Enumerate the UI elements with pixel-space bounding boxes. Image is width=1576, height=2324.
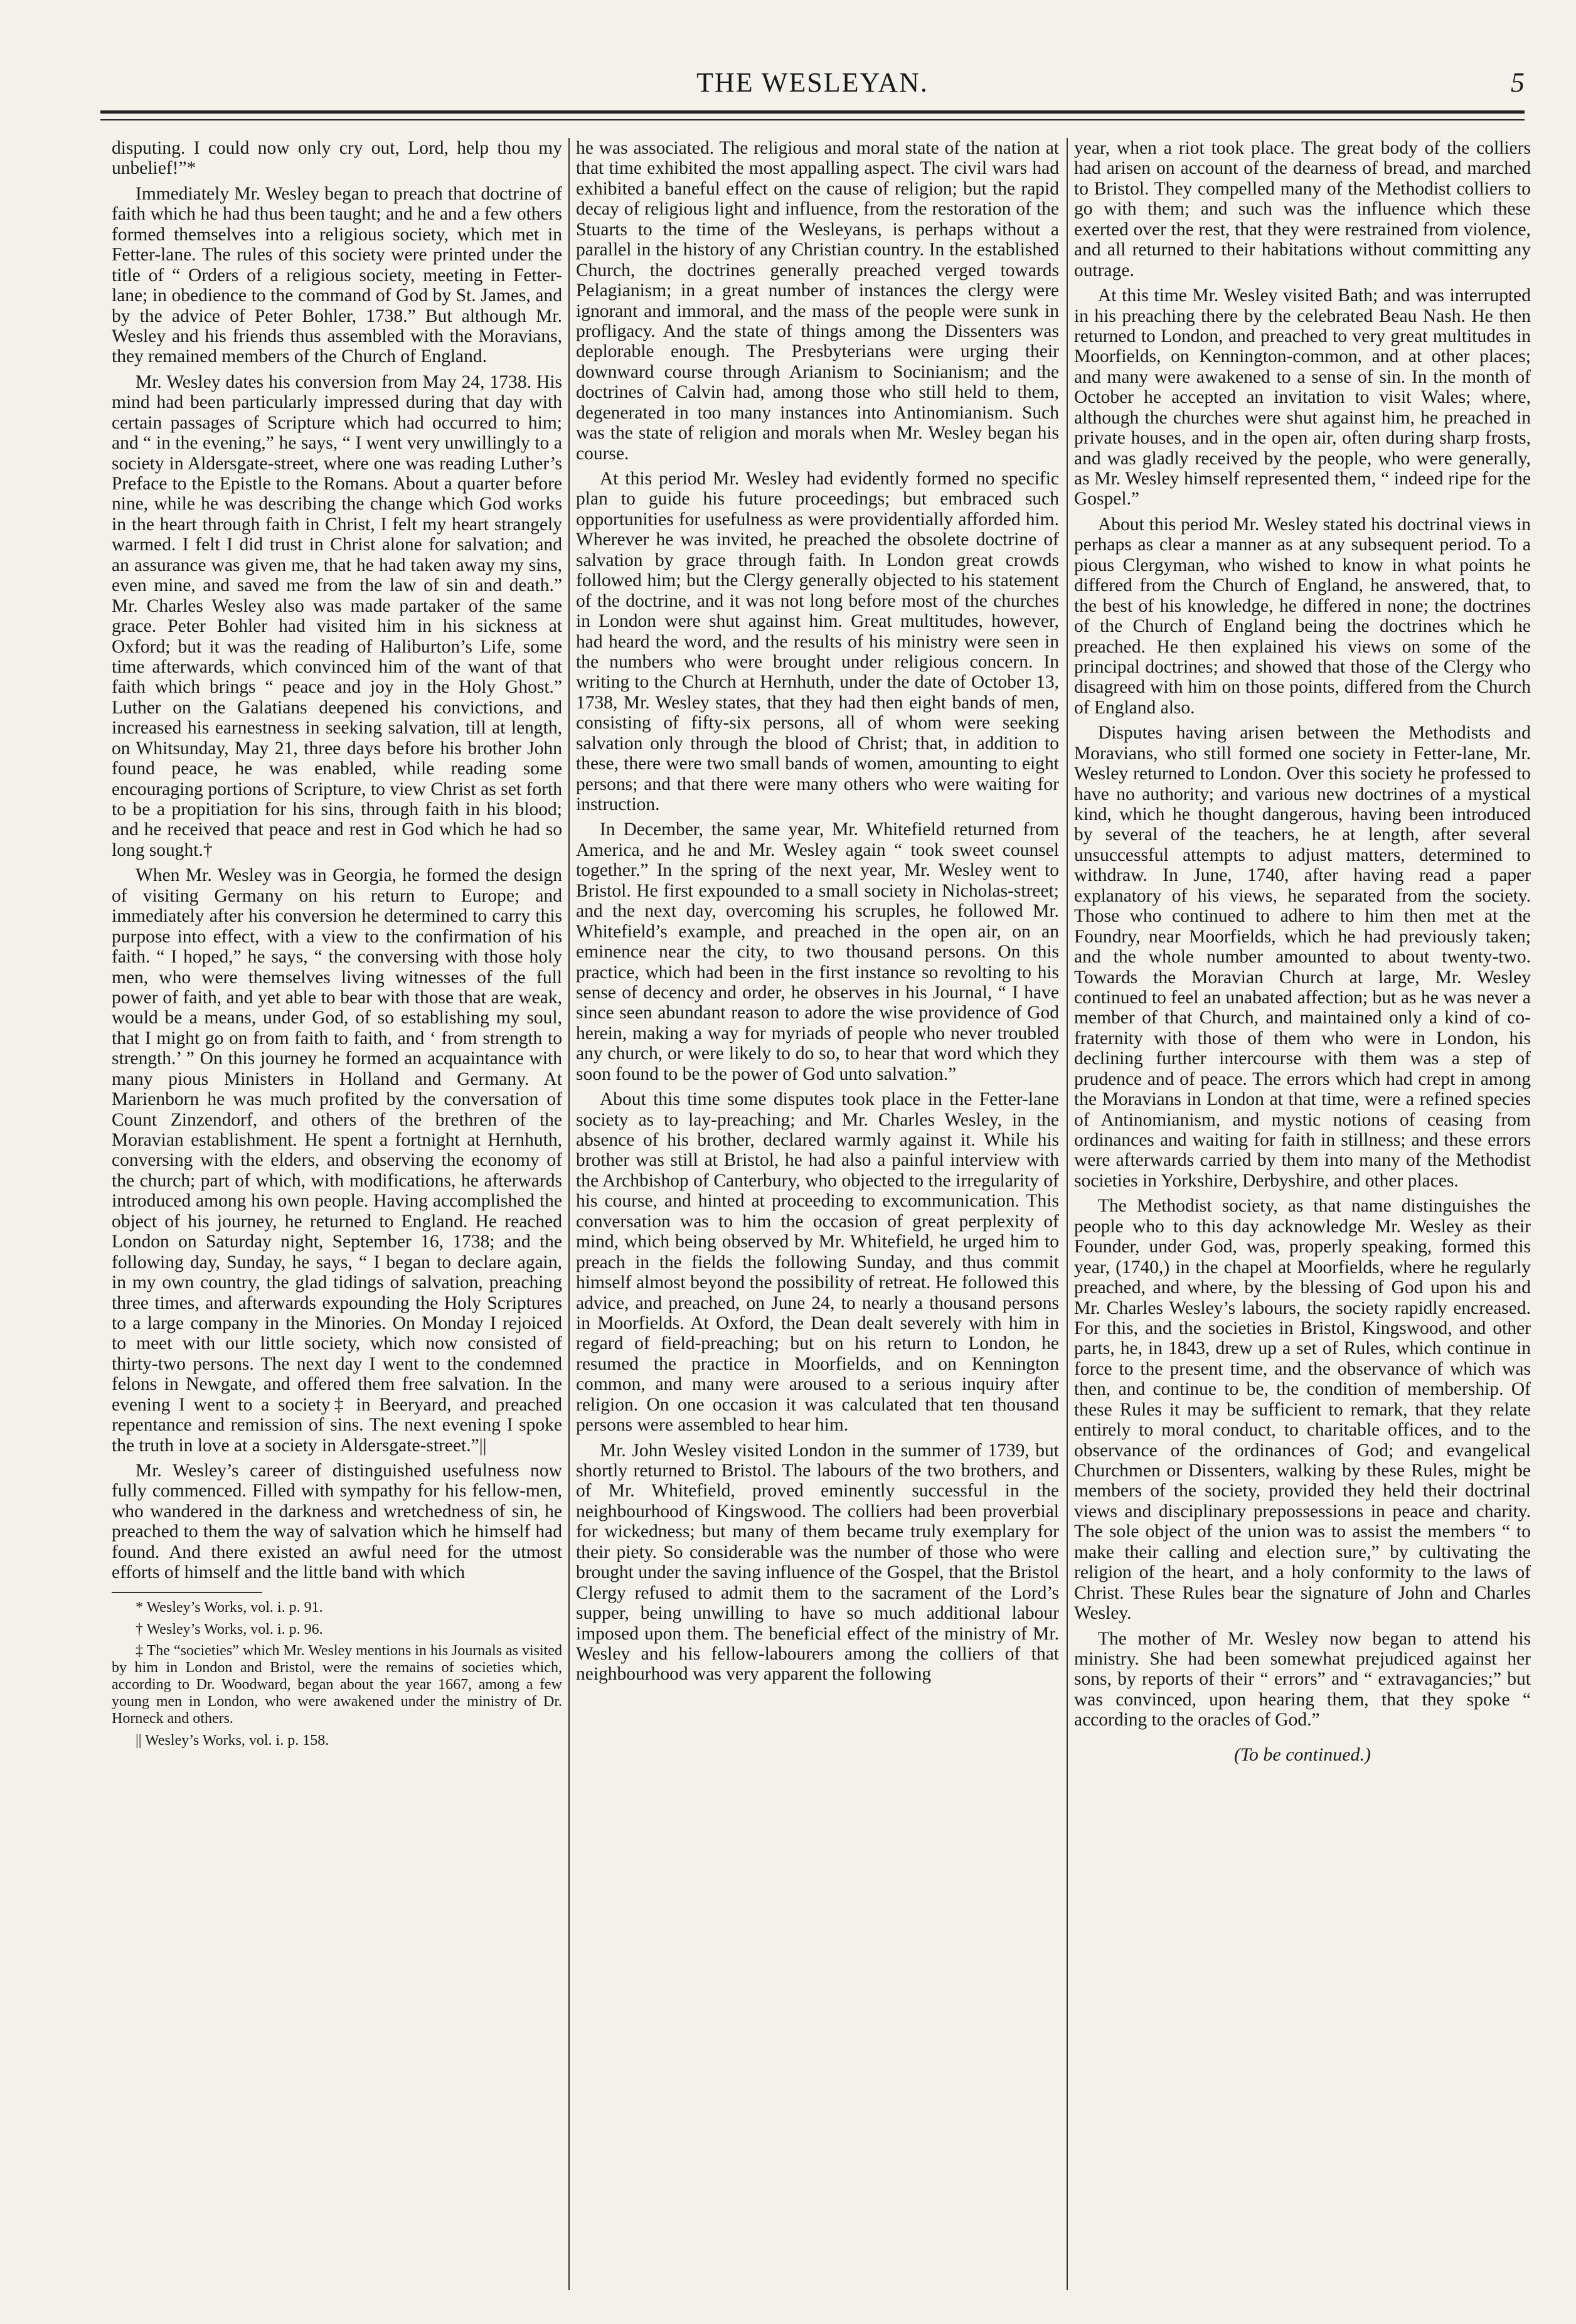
paragraph: Mr. Wesley dates his conversion from May 24, 1738. His mind had been particularly impressed during that day with certain passages of Scripture which had occurred to him; and “ in the evening,” he says, “ I went very unwillingly to a society in Aldersgate-street, where one was reading Luther’s Preface to the Epistle to the Romans. About a quarter before nine, while he was describing the change which God works in the heart through faith in Christ, I felt my heart strangely warmed. I felt I did trust in Christ alone for salvation; and an assurance was given me, that he had taken away my sins, even mine, and saved me from the law of sin and death.” Mr. Charles Wesley also was made partaker of the same grace. Peter Bohler had visited him in his sickness at Oxford; but it was the reading of Haliburton’s Life, some time afterwards, which convinced him of the want of that faith which brings “ peace and joy in the Holy Ghost.” Luther on the Galatians deepened his convictions, and increased his earnestness in seeking salvation, till at length, on Whitsunday, May 21, three days before his brother John found peace, he was enabled, while reading some encouraging portions of Scripture, to view Christ as set forth to be a propitiation for his sins, through faith in his blood; and he received that peace and rest in God which he had so long sought.† — [112, 371, 562, 860]
column-1 — [112, 138, 562, 2284]
paragraph: The Methodist society, as that name distinguishes the people who to this day acknowledge Mr. Wesley as their Founder, under God, was, properly speaking, formed this year, (1740,) in the chapel at Moorfields, where he regularly preached, and where, by the blessing of God upon his and Mr. Charles Wesley’s labours, the society rapidly encreased. For this, and the societies in Bristol, Kingswood, and other parts, he, in 1843, drew up a set of Rules, which continue in force to the present time, and the observance of which was then, and continue to be, the condition of membership. Of these Rules it may be sufficient to remark, that they relate entirely to moral conduct, to charitable offices, and to the observance of the ordinances of God; and evangelical Churchmen or Dissenters, walking by these Rules, might be members of the society, provided they held their doctrinal views and disciplinary prepossessions in peace and charity. The sole object of the union was to assist the members “ to make their calling and election sure,” by cultivating the religion of the heart, and a holy conformity to the laws of Christ. These Rules bear the signature of John and Charles Wesley. — [1074, 1196, 1531, 1624]
paragraph: About this period Mr. Wesley stated his doctrinal views in perhaps as clear a manner as at any subsequent period. To a pious Clergyman, who wished to know in what points he differed from the Church of England, he answered, that, to the best of his knowledge, he differed in none; the doctrines of the Church of England being the doctrines which he preached. He then explained his views on some of the principal doctrines; and showed that those of the Clergy who disagreed with him on those points, differed from the Church of England also. — [1074, 514, 1531, 718]
column-divider-2 — [1067, 138, 1068, 2290]
continued-note: (To be continued.) — [1233, 1744, 1371, 1765]
paragraph: he was associated. The religious and moral state of the nation at that time exhibited the most appalling aspect. The civil wars had exhibited a baneful effect on the cause of religion; but the rapid decay of religious light and influence, from the restoration of the Stuarts to the time of the Wesleyans, is perhaps without a parallel in the history of any Christian country. In the established Church, the doctrines generally preached verged towards Pelagianism; in a great number of instances the clergy were ignorant and immoral, and the mass of the people were sunk in profligacy. And the state of things among the Dissenters was deplorable enough. The Presbyterians were urging their downward course through Arianism to Socinianism; and the doctrines of Calvin had, among those who still held to them, degenerated in too many instances into Antinomianism. Such was the state of religion and morals when Mr. Wesley began his course. — [576, 138, 1059, 464]
column-2 — [576, 138, 1059, 2284]
footnote: † Wesley’s Works, vol. i. p. 96. — [136, 1621, 323, 1638]
paragraph: When Mr. Wesley was in Georgia, he formed the design of visiting Germany on his return to Europe; and immediately after his conversion he determined to carry this purpose into effect, with a view to the confirmation of his faith. “ I hoped,” he says, “ the conversing with those holy men, who were themselves living witnesses of the full power of faith, and yet able to bear with those that are weak, would be a means, under God, of so establishing my soul, that I might go on from faith to faith, and ‘ from strength to strength.’ ” On this journey he formed an acquaintance with many pious Ministers in Holland and Germany. At Marienborn he was much profited by the conversation of Count Zinzendorf, and others of the brethren of the Moravian establishment. He spent a fortnight at Hernhuth, conversing with the elders, and observing the economy of the church; part of which, with modifications, he afterwards introduced among his own people. Having accomplished the object of his journey, he returned to England. He reached London on Saturday night, September 16, 1738; and the following day, Sunday, he says, “ I began to declare again, in my own country, the glad tidings of salvation, preaching three times, and afterwards expounding the Holy Scriptures to a large company in the Minories. On Monday I rejoiced to meet with our little society, which now consisted of thirty-two persons. The next day I went to the condemned felons in Newgate, and offered them free salvation. In the evening I went to a society‡ in Beeryard, and preached repentance and remission of sins. The next evening I spoke the truth in love at a society in Aldersgate-street.”|| — [112, 865, 562, 1456]
paragraph: The mother of Mr. Wesley now began to attend his ministry. She had been somewhat prejudiced against her sons, by reports of their “ errors” and “ extravagancies;” but was convinced, upon hearing them, that they spoke “ according to the oracles of God.” — [1074, 1628, 1531, 1730]
paragraph: Mr. Wesley’s career of distinguished usefulness now fully commenced. Filled with sympathy for his fellow-men, who wandered in the darkness and wretchedness of sin, he preached to them the way of salvation which he himself had found. And there existed an awful need for the utmost efforts of himself and the little band with which — [112, 1461, 562, 1583]
paragraph: Immediately Mr. Wesley began to preach that doctrine of faith which he had thus been taught; and he and a few others formed themselves into a religious society, which met in Fetter-lane. The rules of this society were printed under the title of “ Orders of a religious society, meeting in Fetter-lane; in obedience to the command of God by St. James, and by the advice of Peter Bohler, 1738.” But although Mr. Wesley and his friends thus assembled with the Moravians, they remained members of the Church of England. — [112, 183, 562, 367]
page-header — [100, 60, 1525, 104]
paragraph: At this period Mr. Wesley had evidently formed no specific plan to guide his future proceedings; but embraced such opportunities for usefulness as were providentially afforded him. Wherever he was invited, he preached the obsolete doctrine of salvation by grace through faith. In London great crowds followed him; but the Clergy generally objected to his statement of the doctrine, and it was not long before most of the churches in London were shut against him. Great multitudes, however, had heard the word, and the results of his ministry were seen in the numbers who were brought under religious concern. In writing to the Church at Hernhuth, under the date of October 13, 1738, Mr. Wesley states, that they had then eight bands of men, consisting of fifty-six persons, all of whom were seeking salvation only through the blood of Christ; that, in addition to these, there were two small bands of women, amounting to eight persons; and that there were many others who were waiting for instruction. — [576, 469, 1059, 814]
paragraph: In December, the same year, Mr. Whitefield returned from America, and he and Mr. Wesley again “ took sweet counsel together.” In the spring of the next year, Mr. Wesley went to Bristol. He first expounded to a small society in Nicholas-street; and the next day, overcoming his scruples, he followed Mr. Whitefield’s example, and preached in the open air, on an eminence near the city, to two thousand persons. On this practice, which had been in the first instance so revolting to his sense of decency and order, he observes in his Journal, “ I have since seen abundant reason to adore the wise providence of God herein, making a way for myriads of people who never troubled any church, or were likely to do so, to hear that word which they soon found to be the power of God unto salvation.” — [576, 819, 1059, 1084]
paragraph: About this time some disputes took place in the Fetter-lane society as to lay-preaching; and Mr. Charles Wesley, in the absence of his brother, declared warmly against it. While his brother was still at Bristol, he had also a painful interview with the Archbishop of Canterbury, who objected to the irregularity of his course, and hinted at proceeding to excommunication. This conversation was to him the occasion of great perplexity of mind, which being observed by Mr. Whitefield, he urged him to preach in the fields the following Sunday, and thus commit himself almost beyond the possibility of retreat. He followed this advice, and preached, on June 24, to nearly a thousand persons in Moorfields. At Oxford, the Dean dealt severely with him in regard of field-preaching; but on his return to London, he resumed the practice in Moorfields, and on Kennington common, and many were aroused to a serious inquiry after religion. On one occasion it was calculated that ten thousand persons were assembled to hear him. — [576, 1089, 1059, 1436]
column-3 — [1074, 138, 1531, 2284]
paragraph: Mr. John Wesley visited London in the summer of 1739, but shortly returned to Bristol. The labours of the two brothers, and of Mr. Whitefield, proved eminently successful in the neighbourhood of Kingswood. The colliers had been proverbial for wickedness; but many of them became truly exemplary for their piety. So considerable was the number of those who were brought under the saving influence of the Gospel, that the Bristol Clergy refused to admit them to the sacrament of the Lord’s supper, being unwilling to have so much additional labour imposed upon them. The beneficial effect of the ministry of Mr. Wesley and his fellow-labourers among the colliers of that neighbourhood was very apparent the following — [576, 1440, 1059, 1685]
header-rule-thick — [100, 110, 1525, 114]
header-rule-thin — [100, 119, 1525, 120]
paragraph: disputing. I could now only cry out, Lord, help thou my unbelief!”* — [112, 138, 562, 179]
page-number: 5 — [1511, 67, 1525, 98]
footnote-rule — [112, 1592, 262, 1593]
footnote: ‡ The “societies” which Mr. Wesley mentions in his Journals as visited by him in London and Bristol, were the remains of societies which, according to Dr. Woodward, began about the year 1667, among a few young men in London, who were awakened under the ministry of Dr. Horneck and others. — [112, 1643, 562, 1727]
column-divider-1 — [568, 138, 570, 2290]
paragraph: Disputes having arisen between the Methodists and Moravians, who still formed one society in Fetter-lane, Mr. Wesley returned to London. Over this society he professed to have no authority; and various new doctrines of a mystical kind, which he thought dangerous, having been introduced by several of the teachers, he at length, after several unsuccessful attempts to adjust matters, determined to withdraw. In June, 1740, after having read a paper explanatory of his views, he separated from the society. Those who continued to adhere to him then met at the Foundry, near Moorfields, which he had previously taken; and the whole number amounted to about twenty-two. Towards the Moravian Church at large, Mr. Wesley continued to feel an unabated affection; but as he was never a member of that Church, and maintained only a kind of co-fraternity with those of them who were in London, his declining further intercourse with them was a step of prudence and of peace. The errors which had crept in among the Moravians in London at that time, were a refined species of Antinomianism, and mystic notions of ceasing from ordinances and waiting for faith in stillness; and these errors were afterwards carried by them into many of the Methodist societies in Yorkshire, Derbyshire, and other places. — [1074, 723, 1531, 1191]
footnote: * Wesley’s Works, vol. i. p. 91. — [136, 1599, 323, 1616]
footnote: || Wesley’s Works, vol. i. p. 158. — [136, 1732, 329, 1749]
paragraph: At this time Mr. Wesley visited Bath; and was interrupted in his preaching there by the celebrated Beau Nash. He then returned to London, and preached to very great multitudes in Moorfields, on Kennington-common, and at other places; and many were awakened to a sense of sin. In the month of October he accepted an invitation to visit Wales; where, although the churches were shut against him, he preached in private houses, and in the open air, often during sharp frosts, and was gladly received by the people, who were generally, as Mr. Wesley himself represented them, “ indeed ripe for the Gospel.” — [1074, 285, 1531, 509]
paragraph: year, when a riot took place. The great body of the colliers had arisen on account of the dearness of bread, and marched to Bristol. They compelled many of the Methodist colliers to go with them; and such was the influence which these exerted over the rest, that they were restrained from violence, and all returned to their habitations without committing any outrage. — [1074, 138, 1531, 280]
running-title: THE WESLEYAN. — [696, 67, 929, 98]
